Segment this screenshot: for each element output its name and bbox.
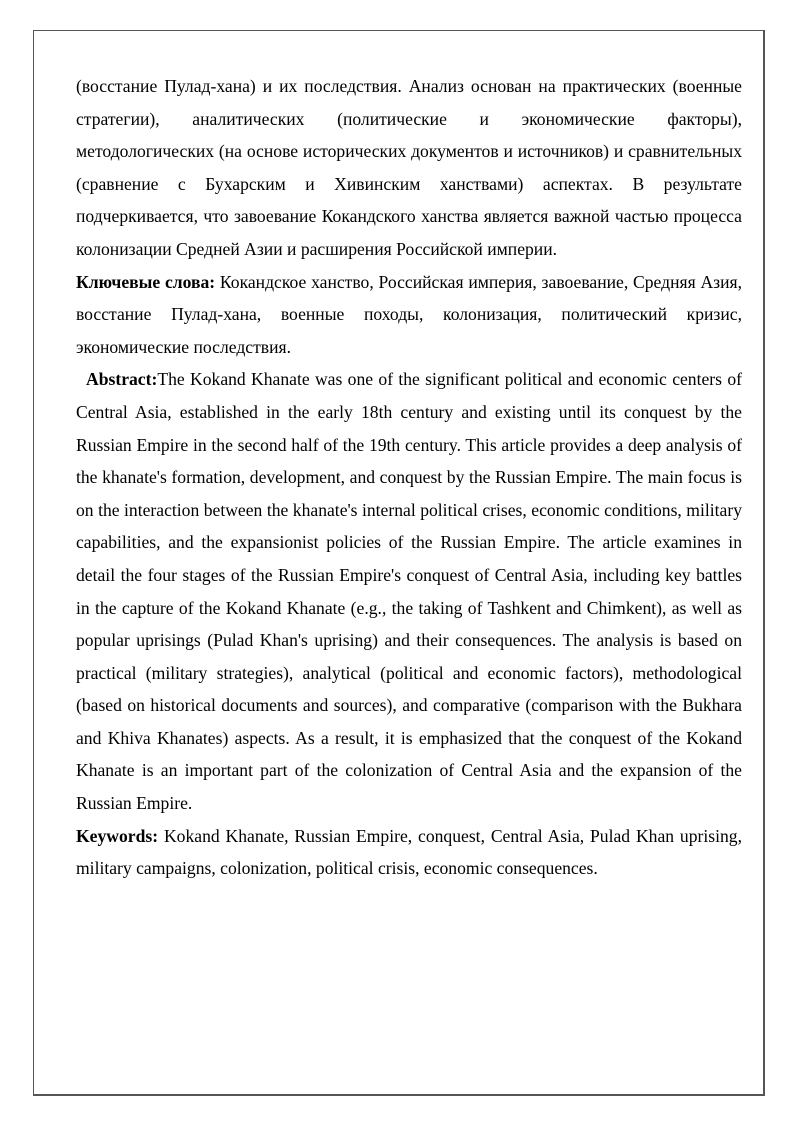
abstract-text: The Kokand Khanate was one of the significant political and economic centers of Central Asia, established in the early 18th century and existing until its conquest by the Russian Empire in the second half of the 19th century. This article provides a deep analysis of the khanate's formation, development, and conquest by the Russian Empire. The main focus is on the interaction between the khanate's internal political crises, economic conditions, military capabilities, and the expansionist policies of the Russian Empire. The article examines in detail the four stages of the Russian Empire's conquest of Central Asia, including key battles in the capture of the Kokand Khanate (e.g., the taking of Tashkent and Chimkent), as well as popular uprisings (Pulad Khan's uprising) and their consequences. The analysis is based on practical (military strategies), analytical (political and economic factors), methodological (based on historical documents and sources), and comparative (comparison with the Bukhara and Khiva Khanates) aspects. As a result, it is emphasized that the conquest of the Kokand Khanate is an important part of the colonization of Central Asia and the expansion of the Russian Empire. (76, 369, 742, 814)
russian-keywords-label: Ключевые слова: (76, 271, 216, 292)
russian-keywords (76, 266, 742, 364)
english-abstract (76, 363, 742, 819)
english-keywords-label: Keywords: (76, 825, 159, 846)
russian-keywords-text: Кокандское ханство, Российская империя, завоевание, Средняя Азия, восстание Пулад-хана, военные походы, колонизация, политический кризис, экономические последствия. (76, 271, 743, 357)
russian-abstract-tail: (восстание Пулад-хана) и их последствия. Анализ основан на практических (военные стратегии), аналитических (политические и экономические факторы), методологических (на основе исторических документов и источников) и сравнительных (сравнение с Бухарским и Хивинским ханствами) аспектах. В результате подчеркивается, что завоевание Кокандского ханства является важной частью процесса колонизации Средней Азии и расширения Российской империи. (76, 76, 742, 259)
abstract-label: Abstract: (86, 369, 158, 390)
english-keywords-text: Kokand Khanate, Russian Empire, conquest, Central Asia, Pulad Khan uprising, military campaigns, colonization, political crisis, economic consequences. (76, 825, 742, 879)
english-keywords (76, 820, 742, 885)
document-body (76, 70, 742, 885)
